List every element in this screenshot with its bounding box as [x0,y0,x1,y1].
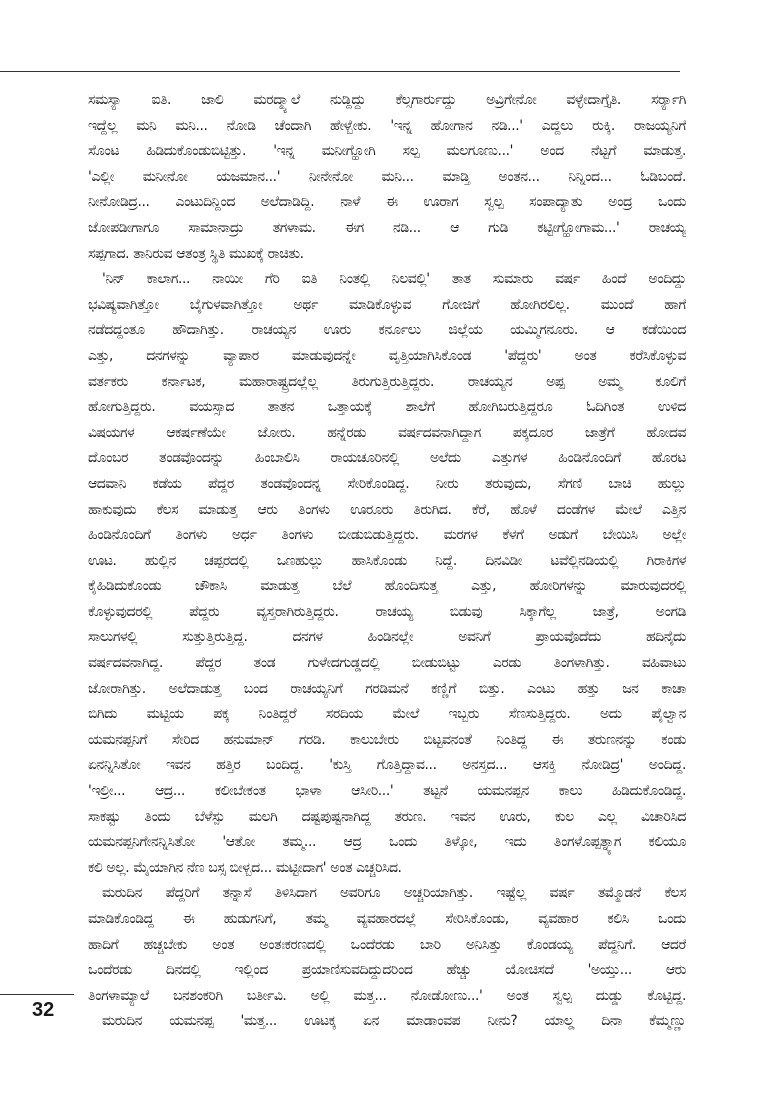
text-line: ಬಿಗಿದು ಮಟ್ಟಿಯ ಪಕ್ಕ ನಿಂತಿದ್ದರೆ ಸರದಿಯ ಮೇಲೆ ಇಬ್ಬರು ಸೆಣಸುತ್ತಿದ್ದರು. ಅದು ಪೈಲ್ವಾನ [88,706,686,723]
text-line: ಆದವಾನಿ ಕಡೆಯ ಪೆದ್ದರ ತಂಡವೊಂದನ್ನ ಸೇರಿಕೊಂಡಿದ್ದ. ನೀರು ತರುವುದು, ಸೆಗಣಿ ಬಾಚಿ ಹುಲ್ಲು [88,475,686,492]
text-line: 'ಎಲ್ಲೀ ಮನೀನೋ ಯಜಮಾನ...' ನೀನೇನೋ ಮನಿ... ಮಾಡ್ತಿ ಅಂತನ... ನಿನ್ನಿಂದ... ಓಡಿಬಂದೆ. [88,168,686,185]
text-line: ವಿಷಯಗಳ ಆಕರ್ಷಣೆಯೇ ಜೋರು. ಹನ್ನೆರಡು ವರ್ಷದವನಾಗಿದ್ದಾಗ ಪಕ್ಕದೂರ ಜಾತ್ರೆಗೆ ಹೋದವ [88,424,686,441]
text-line: ತಿಂಗಳಾಮ್ಯಾಲೆ ಬನಶಂಕರಿಗಿ ಬರ್ತೀವಿ. ಅಲ್ಲಿ ಮತ್ತ... ನೋಡೋಣು...' ಅಂತ ಸ್ವಲ್ಪ ದುಡ್ಡು ಕೊಟ್ಟಿದ್ದ. [88,987,686,1004]
text-line: ಒಂದೆರಡು ದಿನದಲ್ಲಿ ಇಲ್ಲಿಂದ ಪ್ರಯಾಣಿಸುವದಿದ್ದುದರಿಂದ ಹೆಚ್ಚು ಯೋಚಿಸದೆ 'ಅಯ್ತು... ಆರು [88,962,686,979]
text-line: ಜೋರಾಗಿತ್ತು. ಅಲೆದಾಡುತ್ತ ಬಂದ ರಾಚಯ್ಯನಿಗೆ ಗರಡಿಮನೆ ಕಣ್ಣಿಗೆ ಬಿತ್ತು. ಎಂಟು ಹತ್ತು ಜನ ಕಾಚಾ [88,680,686,697]
text-line: ಸಮಸ್ಯಾ ಐತಿ. ಜಾಲಿ ಮರದ್ಮ್ಯಾಲೆ ನುಡ್ದಿದ್ದು ಕೆಲ್ಸಗಾರ್ರುದ್ದು ಅವ್ರಿಗೇನೋ ವಳ್ಳೇದಾಗ್ತೈತಿ. ಸರ್ರ್ಯಾಗಿ [88,92,686,108]
text-line: ಕೊಳ್ಳುವುದರಲ್ಲಿ ಪೆದ್ದರು ವ್ಯಸ್ತರಾಗಿರುತ್ತಿದ್ದರು. ರಾಚಯ್ಯ ಬಿಡುವು ಸಿಕ್ಕಾಗೆಲ್ಲ ಜಾತ್ರೆ, ಅಂಗಡಿ [88,603,686,620]
text-line: ಜೋಪಡೀಗಾಗೂ ಸಾಮಾನಾದ್ರು ತಗಳಾಮ. ಈಗ ನಡಿ... ಆ ಗುಡಿ ಕಟ್ಟೀಗ್ಹೋಗಾಮ...' ರಾಚಯ್ಯ [88,219,686,236]
text-line: ಸಪ್ಪಗಾದ. ತಾನಿರುವ ಆತಂತ್ರ ಸ್ಥಿತಿ ಮುಖಕ್ಕೆ ರಾಚಿತು. [88,245,304,262]
text-line: ಸೊಂಟ ಹಿಡಿದುಕೊಂಡುಬಿಟ್ಟಿತ್ತು. 'ಇನ್ನ ಮನೀಗ್ಹೋಗಿ ಸಲ್ಪ ಮಲಗೂಣು...' ಅಂದ ನೆಟ್ಟಗೆ ಮಾಡುತ್ತ. [88,143,686,160]
text-line: ನೀನೋಡಿದ್ರ... ಎಂಟುದಿನ್ದಿಂದ ಅಲೆದಾಡಿದ್ದಿ. ನಾಳೆ ಈ ಊರಾಗ ಸ್ವಲ್ಪ ಸಂಪಾದ್ಯಾತು ಅಂದ್ರ ಒಂದು [88,194,686,211]
header-rule [0,71,680,72]
text-line: ಯಮನಪ್ಪನಿಗೇನನ್ನಿಸಿತೋ 'ಆತೋ ತಮ್ಮ... ಆದ್ರ ಒಂದು ತಿಳ್ಕೋ, ಇದು ತಿಂಗಳೊಪ್ಪತ್ನ್ಯಾಗ ಕಲಿಯೂ [88,834,686,851]
text-line: ಮಾಡಿಕೊಂಡಿದ್ದ ಈ ಹುಡುಗನಿಗೆ, ತಮ್ಮ ವ್ಯವಹಾರದಲ್ಲೆ ಸೇರಿಸಿಕೊಂಡು, ವ್ಯವಹಾರ ಕಲಿಸಿ ಒಂದು [88,911,686,927]
text-line: ಭವಿಷ್ಯವಾಗಿತ್ತೋ ಬೈಗುಳವಾಗಿತ್ತೋ ಅರ್ಥ ಮಾಡಿಕೊಳ್ಳುವ ಗೋಜಿಗೆ ಹೋಗಿರಲಿಲ್ಲ. ಮುಂದೆ ಹಾಗೆ [88,296,686,313]
text-line: ಇದ್ದೆಲ್ಲ ಮನಿ ಮನಿ... ನೋಡಿ ಚೆಂದಾಗಿ ಹೇಳ್ಬೇಕು. 'ಇನ್ನ ಹೋಗಾನ ನಡಿ...' ಎದ್ದಲು ರುಕ್ಕಿ. ರಾಜಯ್ಯನಿಗೆ [88,117,686,134]
text-line: ನಡೆದದ್ದಂತೂ ಹೌದಾಗಿತ್ತು. ರಾಚಯ್ಯನ ಊರು ಕರ್ನೂಲು ಜಿಲ್ಲೆಯ ಯಮ್ಮಿಗನೂರು. ಆ ಕಡೆಯಿಂದ [88,322,686,339]
text-line: ಹಿಂಡಿನೊಂದಿಗೆ ತಿಂಗಳು ಅರ್ಧ ತಿಂಗಳು ಬೀಡುಬಿಡುತ್ತಿದ್ದರು. ಮರಗಳ ಕೆಳಗೆ ಅಡುಗೆ ಬೇಯಿಸಿ ಅಲ್ಲೇ [88,527,686,544]
text-line: ವರ್ಷದವನಾಗಿದ್ದ. ಪೆದ್ದರ ತಂಡ ಗುಳೇದಗುಡ್ಡದಲ್ಲಿ ಬೀಡುಬಿಟ್ಟು ಎರಡು ತಿಂಗಳಾಗಿತ್ತು. ವಹಿವಾಟು [88,655,686,672]
paragraph-start-line: ಮರುದಿನ ಯಮನಪ್ಪ 'ಮತ್ತ... ಊಟಕ್ಕ ಏನ ಮಾಡಾಂವಪ ನೀನು? ಯಾಲ್ಡ ದಿನಾ ಕೆಮ್ಮಣ್ಣು [102,1013,686,1030]
text-line: ಯಮನಪ್ಪನಿಗೆ ಸೇರಿದ ಹನುಮಾನ್ ಗರಡಿ. ಕಾಲುಬೇರು ಬಿಟ್ಟವನಂತೆ ನಿಂತಿದ್ದ ಈ ತರುಣನನ್ನು ಕಂಡು [88,731,686,748]
text-line: ವರ್ತಕರು ಕರ್ನಾಟಕ, ಮಹಾರಾಷ್ಟ್ರದಲ್ಲೆಲ್ಲ ತಿರುಗುತ್ತಿರುತ್ತಿದ್ದರು. ರಾಚಯ್ಯನ ಅಪ್ಪ ಅಮ್ಮ ಕೂಲಿಗೆ [88,373,686,390]
body-text [88,88,686,1035]
page-number: 32 [32,999,55,1021]
text-line: ಎತ್ತು, ದನಗಳನ್ನು ವ್ಯಾಪಾರ ಮಾಡುವುದನ್ನೇ ವೃತ್ತಿಯಾಗಿಸಿಕೊಂಡ 'ಪೆದ್ದರು' ಅಂತ ಕರೆಸಿಕೊಳ್ಳುವ [88,347,686,364]
footer-rule [0,994,74,995]
paragraph-start-line: ಮರುದಿನ ಪೆದ್ದರಿಗೆ ತನ್ನಾಸೆ ತಿಳಿಸಿದಾಗ ಅವರಿಗೂ ಅಚ್ಚರಿಯಾಗಿತ್ತು. ಇಷ್ಟೆಲ್ಲ ವರ್ಷ ತಮ್ಮೊಡನೆ ಕೆಲಸ [102,885,686,902]
text-line: ಸಾಕಷ್ಟು ತಿಂದು ಬೆಳೆಸ್ಪು ಮಲಗಿ ದಷ್ಟಪುಷ್ಟನಾಗಿದ್ದ ತರುಣ. ಇವನ ಊರು, ಕುಲ ಎಲ್ಲ ವಿಚಾರಿಸಿದ [88,808,686,825]
paragraph-start-line: 'ನಿನ್ ಕಾಲಾಗ... ನಾಯೀ ಗೆರಿ ಐತಿ ನಿಂತಲ್ಲಿ ನಿಲವಲ್ಲಿ' ತಾತ ಸುಮಾರು ವರ್ಷ ಹಿಂದೆ ಅಂದಿದ್ದು [102,271,686,288]
text-line: ಹೋಗುತ್ತಿದ್ದರು. ವಯಸ್ಸಾದ ತಾತನ ಒತ್ತಾಯಕ್ಕೆ ಶಾಲೆಗೆ ಹೋಗಿಬರುತ್ತಿದ್ದರೂ ಓದಿಗಿಂತ ಉಳಿದ [88,399,686,416]
text-line: ಊಟ. ಹುಲ್ಲಿನ ಚಪ್ಪರದಲ್ಲಿ ಒಣಹುಲ್ಲು ಹಾಸಿಕೊಂಡು ನಿದ್ದೆ. ದಿನವಿಡೀ ಟವೆಲ್ಲಿನಡಿಯಲ್ಲಿ ಗಿರಾಕಿಗಳ [88,552,686,569]
text-line: ಕೈಹಿಡಿದುಕೊಂಡು ಚೌಕಾಸಿ ಮಾಡುತ್ತ ಬೆಲೆ ಹೊಂದಿಸುತ್ತ ಎತ್ತು, ಹೋರಿಗಳನ್ನು ಮಾರುವುದರಲ್ಲಿ [88,578,686,595]
text-line: 'ಇಲ್ರೀ... ಆದ್ರ... ಕಲೀಬೇಕಂತ ಭಾಳಾ ಆಸೀರಿ...' ತಟ್ಟನೆ ಯಮನಪ್ಪನ ಕಾಲು ಹಿಡಿದುಕೊಂಡಿದ್ದ. [88,783,686,800]
text-line: ಕಲಿ ಅಲ್ಲ. ಮೈಯಾಗಿನ ನೆಣ ಬಸ್ಸ ಬೀಳ್ಬದ... ಮಟ್ಟೀದಾಗ' ಅಂತ ಎಚ್ಚರಿಸಿದ. [88,859,402,876]
text-line: ಸಾಲುಗಳಲ್ಲಿ ಸುತ್ತುತ್ತಿರುತ್ತಿದ್ದ. ದನಗಳ ಹಿಂಡಿನಲ್ಲೇ ಅವನಿಗೆ ಪ್ರಾಯವೊದೆದು ಹದಿನೈದು [88,629,686,646]
text-line: ದೊಂಬರ ತಂಡವೊಂದನ್ನು ಹಿಂಬಾಲಿಸಿ ರಾಯಚೂರಿನಲ್ಲಿ ಅಲೆದು ಎತ್ತುಗಳ ಹಿಂಡಿನೊಂದಿಗೆ ಹೊರಟ [88,450,686,467]
text-line: ಹಾಕುವುದು ಕೆಲಸ ಮಾಡುತ್ತ ಆರು ತಿಂಗಳು ಊರೂರು ತಿರುಗಿದ. ಕೆರೆ, ಹೊಳೆ ದಂಡೆಗಳ ಮೇಲೆ ಎತ್ತಿನ [88,501,686,518]
text-line: ಹಾದಿಗೆ ಹಚ್ಚಬೇಕು ಅಂತ ಅಂತಃಕರಣದಲ್ಲಿ ಒಂದೆರಡು ಬಾರಿ ಅನಿಸಿತ್ತು ಕೊಂಡಯ್ಯ ಪೆದ್ದನಿಗೆ. ಆದರೆ [88,936,686,953]
text-line: ಏನನ್ನಿಸಿತೋ ಇವನ ಹತ್ತಿರ ಬಂದಿದ್ದ. 'ಕುಸ್ತಿ ಗೊತ್ತಿದ್ದಾವ... ಅನಸ್ತದ... ಆಸಕ್ತಿ ನೋಡಿದ್ರ' ಅಂದಿದ್ದ. [88,757,686,774]
